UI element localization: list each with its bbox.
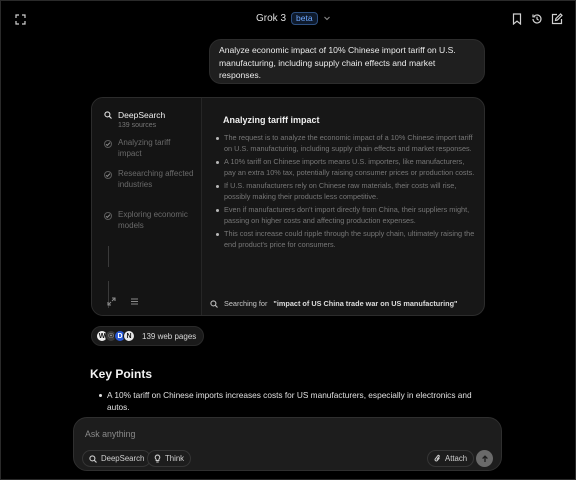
list-icon[interactable] [130,297,139,306]
favicon: D [114,330,126,342]
deepsearch-button-label: DeepSearch [101,454,145,463]
search-status [210,299,458,308]
attach-button-label: Attach [445,454,468,463]
search-query: "impact of US China trade war on US manufacturing" [273,299,458,308]
edit-icon[interactable] [549,11,565,27]
send-button[interactable] [476,450,493,467]
check-icon [104,171,112,179]
search-prefix: Searching for [224,299,268,308]
source-count: 139 sources [118,122,157,129]
user-message-bubble: Analyze economic impact of 10% Chinese import tariff on U.S. manufacturing, including supply chain effects and market responses. [209,39,485,84]
step-item[interactable] [104,210,194,231]
web-pages-count: 139 web pages [142,331,197,341]
beta-badge: beta [291,12,318,25]
check-icon [104,212,112,220]
step-label: Researching affected industries [118,169,194,189]
deepsearch-panel [91,97,485,316]
deepsearch-content [202,98,485,316]
deepsearch-button[interactable] [82,450,151,467]
paperclip-icon [434,454,441,463]
attach-button[interactable] [427,450,474,467]
deepsearch-title: DeepSearch [118,110,166,120]
step-item[interactable] [104,138,194,159]
thought-item: A 10% tariff on Chinese imports means U.S. importers, like manufacturers, pay an extra 10% tax, potentially raising consumer prices or production costs. [214,156,476,178]
top-bar [0,0,576,34]
bookmark-icon[interactable] [509,11,525,27]
search-icon [210,300,218,308]
thought-item: If U.S. manufacturers rely on Chinese raw materials, their costs will rise, possibly making their products less competitive. [214,180,476,202]
key-points-list [98,389,488,413]
message-input[interactable]: Ask anything [85,429,136,439]
step-connector [108,246,109,267]
search-icon [89,455,97,463]
key-points-heading: Key Points [90,367,153,381]
step-label: Exploring economic models [118,210,188,230]
favicon: N [123,330,135,342]
key-point-item: A 10% tariff on Chinese imports increases costs for US manufacturers, especially in electronics and autos. [98,389,488,413]
check-icon [104,140,112,148]
history-icon[interactable] [529,11,545,27]
deepsearch-thought-list [214,132,476,252]
thought-item: Even if manufacturers don't import directly from China, their suppliers might, passing on higher costs and affecting production expenses. [214,204,476,226]
deepsearch-title-row [104,110,165,120]
step-label: Analyzing tariff impact [118,138,171,158]
favicon-stack [96,330,132,342]
think-button[interactable] [147,450,191,467]
model-selector[interactable] [256,11,331,25]
expand-icon[interactable] [12,11,28,27]
deepsearch-heading: Analyzing tariff impact [223,115,320,125]
chevron-down-icon [323,14,331,22]
search-icon [104,111,112,119]
deepsearch-steps-column [92,98,202,316]
model-name: Grok 3 [256,12,287,24]
lightbulb-icon [154,454,161,463]
web-pages-button[interactable] [91,326,204,346]
thought-item: The request is to analyze the economic impact of a 10% Chinese import tariff on U.S. manufacturing, including supply chain effects and market responses. [214,132,476,154]
favicon: ☉ [105,330,117,342]
step-item[interactable] [104,169,194,190]
think-button-label: Think [165,454,185,463]
message-composer [73,417,502,471]
deepsearch-controls [107,297,139,306]
arrow-up-icon [481,455,489,463]
expand-arrows-icon[interactable] [107,297,116,306]
favicon: W [96,330,108,342]
thought-item: This cost increase could ripple through the supply chain, ultimately raising the end product's price for consumers. [214,228,476,250]
